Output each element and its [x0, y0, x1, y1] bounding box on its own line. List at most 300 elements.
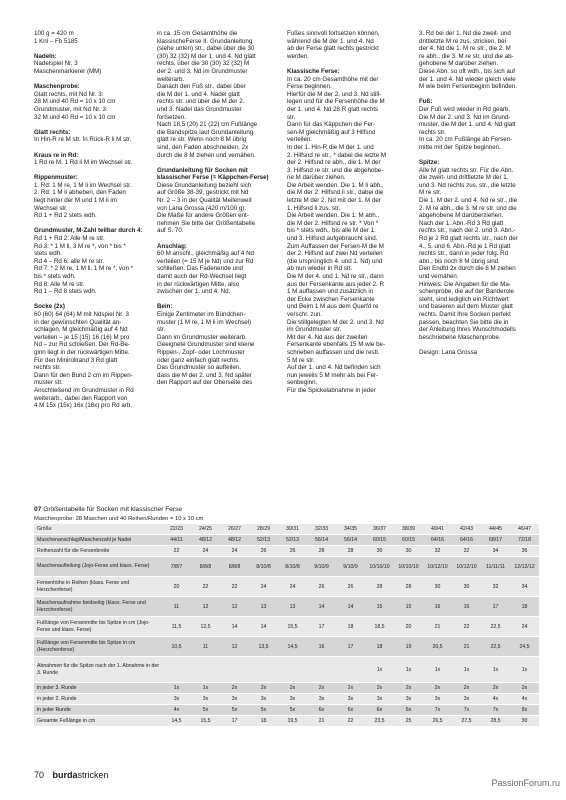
table-cell: 1x	[191, 683, 220, 694]
table-cell: 64/16	[452, 535, 481, 546]
table-cell	[220, 657, 249, 683]
table-cell: 14,5	[162, 716, 191, 727]
table-cell: 1x	[365, 657, 394, 683]
paragraph	[34, 159, 159, 167]
table-cell: 1x	[162, 683, 191, 694]
table-cell: 3x	[394, 694, 423, 705]
text-line: weiterarb.	[157, 75, 185, 83]
text-line: Fußes sinnvoll fortsetzen können,	[287, 30, 380, 37]
text-line: ginn liegt in der rückwärtigen Mitte.	[34, 348, 130, 356]
text-line: schenprobe, die auf der Banderole	[419, 288, 514, 296]
text-line: gehobene M darüber ziehen.	[419, 60, 499, 68]
text-line: Den Endfd 2x durch die 8 M ziehen	[419, 265, 516, 273]
text-line: 32 M und 40 Rd = 10 x 10 cm	[34, 113, 116, 121]
text-line: Hierfür die M der 2. und 3. Nd still-	[287, 90, 382, 98]
text-line: der 4. Nd die 1. M re str., die 2. M	[419, 45, 511, 53]
section-heading: Bein:	[157, 303, 173, 311]
table-cell: 22,5	[481, 617, 510, 637]
paragraph	[287, 76, 412, 395]
table-cell: 18,5	[365, 617, 394, 637]
table-subtitle: Maschenprobe: 28 Maschen und 40 Reihen/Runden = 10 x 10 cm	[34, 516, 204, 522]
table-cell: 72/18	[510, 535, 539, 546]
table-cell: 14	[249, 617, 278, 637]
text-line: letzte M der 2. Nd mit der 1. M der	[287, 197, 381, 205]
table-cell: 1x	[394, 657, 423, 683]
text-line: Rd je 2 Rd glatt rechts str., nach der	[419, 235, 518, 243]
table-cell: 13	[278, 597, 307, 617]
text-line: In ca. 20 cm Gesamthöhe mit der	[287, 75, 379, 83]
table-cell: 24	[191, 546, 220, 557]
table-row	[34, 716, 539, 727]
table-cell: 28	[394, 577, 423, 597]
text-line: (die ursprünglich 4. und 1. Nd) und	[287, 257, 383, 265]
table-cell: 1x	[423, 657, 452, 683]
row-label: Fußlänge von Fersenmitte bis Spitze in cm (Jojo-Ferse und klass. Ferse)	[34, 617, 162, 637]
table-cell: 8/8/8	[191, 557, 220, 577]
text-line: 2. Rd: 1 M li abheben, den Faden	[34, 189, 126, 197]
row-label: Maschenaufteilung (Jojo-Ferse und klass. Ferse)	[34, 557, 162, 577]
table-cell: 10/12/10	[423, 557, 452, 577]
text-line: Wechsel str.	[34, 204, 68, 212]
paragraph	[34, 60, 159, 75]
table-cell: 30	[365, 546, 394, 557]
size-table	[34, 524, 539, 727]
table-cell: 17	[307, 617, 336, 637]
table-cell: 2x	[481, 683, 510, 694]
table-row	[34, 557, 539, 577]
text-line: Die Arbeit wenden. Die 1. M li abh.,	[287, 181, 384, 189]
watermark: PassionForum.ru	[491, 778, 560, 788]
table-cell: 11/11/11	[481, 557, 510, 577]
table-cell: 15,5	[191, 716, 220, 727]
table-cell: 28	[365, 577, 394, 597]
table-row	[34, 683, 539, 694]
paragraph	[157, 250, 282, 296]
table-cell: 22/23	[162, 524, 191, 535]
text-line: drittletzte M re zus. stricken, bei	[419, 37, 506, 45]
table-cell: 28,5	[481, 716, 510, 727]
text-line: aus der Fersenkante aus jeder 2. R	[287, 280, 384, 288]
table-cell: 13	[249, 597, 278, 617]
text-line: zwischen der 1. und 4. Nd.	[157, 288, 231, 296]
text-line: und vernähen.	[419, 273, 459, 280]
table-cell: 20	[162, 577, 191, 597]
text-line: die M der 2. Hilfsnd li str., dabei die	[287, 189, 384, 197]
text-line: klassischeFerse II. Grundanleitung	[157, 37, 253, 45]
text-line: in ca. 15 cm Gesamthöhe die	[157, 30, 238, 37]
table-cell: 21	[452, 637, 481, 657]
table-cell: 32/33	[307, 524, 336, 535]
table-cell: 34/35	[336, 524, 365, 535]
text-line: Dann im Grundmuster weiterarb.	[157, 333, 247, 341]
paragraph	[419, 106, 537, 152]
text-line: werden.	[287, 52, 310, 60]
table-cell: 7x	[481, 705, 510, 716]
section-heading: Fuß:	[419, 98, 433, 106]
page-number: 70	[34, 770, 45, 780]
text-line: und 3. Nd rechts zus. str., die letzte	[419, 181, 516, 189]
table-cell: 3x	[191, 694, 220, 705]
table-cell: 26	[249, 546, 278, 557]
row-label: Größe	[34, 524, 162, 535]
text-line: 28 M und 40 Rd = 10 x 10 cm	[34, 98, 116, 106]
text-line: In ca. 20 cm Fußlänge ab Fersen-	[419, 136, 513, 144]
table-cell: 44/45	[481, 524, 510, 535]
table-cell: 8/10/8	[249, 557, 278, 577]
table-cell: 15	[365, 597, 394, 617]
text-line: der 2. und 3. Nd im Grundmuster	[157, 67, 248, 75]
table-cell: 7/8/7	[162, 557, 191, 577]
table-cell	[307, 657, 336, 683]
text-line: die zweit- und drittletzte M der 1.	[419, 174, 509, 182]
text-line: Nd – zur Rd schließen. Der Rd-Be-	[34, 341, 130, 349]
table-cell: 16	[452, 597, 481, 617]
table-cell: 14	[220, 617, 249, 637]
text-line: bis * stets wdh.	[34, 273, 76, 280]
table-cell: 19,5	[278, 716, 307, 727]
section-heading: Grundanleitung für Socken mit klassischer Ferse (= Käppchen-Ferse)	[157, 166, 269, 182]
text-line: senbeginn.	[287, 379, 318, 387]
table-cell: 26,5	[423, 716, 452, 727]
table-cell: 10,5	[162, 637, 191, 657]
text-line: der 2. Hilfsnd auf zwei Nd verteilen	[287, 250, 383, 258]
table-cell: 48/12	[220, 535, 249, 546]
table-cell: 25	[394, 716, 423, 727]
text-line: verschr. zun.	[287, 310, 323, 318]
text-line: Rd 8: Alle M re str.	[34, 280, 85, 288]
table-cell: 30	[510, 716, 539, 727]
text-line: Grundmuster, mit Nd Nr. 3:	[34, 105, 108, 113]
text-line: fortsetzen.	[157, 113, 186, 121]
text-line: durch die 8 M ziehen und vernähen.	[157, 151, 256, 159]
table-row	[34, 546, 539, 557]
table-cell: 26	[307, 577, 336, 597]
table-cell: 5x	[191, 705, 220, 716]
text-line: 1. Rd: 1 M re, 1 M li im Wechsel str.	[34, 181, 132, 189]
table-cell: 3x	[365, 694, 394, 705]
text-line: der Anleitung Ihres Wunschmodells	[419, 326, 516, 334]
text-line: abn., bis noch 8 M übrig sind.	[419, 257, 500, 265]
table-cell: 60/15	[365, 535, 394, 546]
table-cell: 3x	[249, 694, 278, 705]
table-cell: 26/27	[220, 524, 249, 535]
table-cell: 30	[452, 577, 481, 597]
table-cell: 5x	[249, 705, 278, 716]
text-line: und 3. Hilfsnd aufgebraucht sind.	[287, 235, 378, 243]
text-line: Glatt rechts, mit Nd Nr. 3:	[34, 90, 104, 98]
section-heading: Spitze:	[419, 159, 440, 167]
text-line: die Bandspitze laut Grundanleitung	[157, 128, 254, 136]
table-cell: 7x	[452, 705, 481, 716]
table-row	[34, 694, 539, 705]
text-line: bis * stets wdh., bis alle M der 1.	[287, 227, 376, 235]
table-cell: 36/37	[365, 524, 394, 535]
text-line: rechts, über die 30 (30) 32 (32) M	[157, 60, 250, 68]
table-row	[34, 535, 539, 546]
table-cell: 30	[394, 546, 423, 557]
text-line: 5 M re str.	[287, 356, 315, 364]
text-line: rechts str., dann in jeder folg. Rd	[419, 250, 509, 258]
text-line: schlagen, M gleichmäßig auf 4 Nd	[34, 326, 128, 334]
text-line: str.	[287, 113, 296, 121]
text-line: Rd 7: * 2 M re, 1 M li, 1 M re *, von *	[34, 265, 134, 273]
text-line: während die M der 1. und 4. Nd	[287, 37, 374, 45]
paragraph	[419, 30, 537, 91]
text-line: 60 M anschl., gleichmäßig auf 4 Nd	[157, 250, 254, 258]
table-cell: 30	[423, 577, 452, 597]
text-line: re abh., die 3. M re str. und die ab-	[419, 52, 514, 60]
table-cell: 40/41	[423, 524, 452, 535]
text-line: Auf der 1. und 4. Nd befinden sich	[287, 364, 381, 372]
table-cell: 42/43	[452, 524, 481, 535]
paragraph	[34, 91, 159, 121]
text-line: 1 Rd re M, 1 Rd li M im Wechsel str.	[34, 159, 133, 167]
table-cell: 10/12/10	[452, 557, 481, 577]
table-cell: 48/12	[191, 535, 220, 546]
section-heading: Glatt rechts:	[34, 128, 71, 136]
table-cell: 3x	[423, 694, 452, 705]
table-cell: 24	[278, 577, 307, 597]
text-line: weiterarb., dabei den Rapport von	[34, 394, 128, 402]
text-line: und Beim 1 M aus dem Querfd re	[287, 303, 379, 311]
text-line: liegt hinter der M und 1 M li im	[34, 197, 117, 205]
table-cell: 2x	[452, 683, 481, 694]
text-line: (30) 32 (32) M der 1. und 4. Nd glatt	[157, 52, 256, 60]
table-cell: 68/17	[481, 535, 510, 546]
table-cell: 30/31	[278, 524, 307, 535]
text-line: Rd 1 + Rd 2 stets wdh.	[34, 212, 97, 220]
table-cell: 2x	[220, 683, 249, 694]
table-cell: 28	[307, 546, 336, 557]
text-line: Die M der 4. und 1. Nd re str., dann	[287, 273, 384, 280]
text-line: Hinweis: Die Angaben für die Ma-	[419, 280, 511, 288]
text-line: 4., 5. und 6. Abn.-Rd je 1 Rd glatt	[419, 242, 511, 250]
text-line: Fersenkante ebenfalls 15 M wie be-	[287, 341, 386, 349]
table-cell: 2x	[278, 683, 307, 694]
table-cell: 1x	[510, 657, 539, 683]
table-cell: 10/10/10	[365, 557, 394, 577]
table-cell: 6x	[336, 705, 365, 716]
text-line: In Hin-R re M str. In Rück-R li M str.	[34, 136, 132, 144]
table-cell	[336, 657, 365, 683]
text-line: und basieren auf dem Muster glatt	[419, 303, 513, 311]
text-line: legen und für die Fersenhöhe die M	[287, 98, 385, 106]
table-cell: 4x	[481, 694, 510, 705]
text-line: mitte mit der Spitze beginnen.	[419, 143, 501, 151]
text-line: ne M darüber ziehen.	[287, 174, 346, 182]
text-line: 100 g = 420 m	[34, 30, 74, 37]
text-line: rechts str. und über die M der 2.	[157, 98, 245, 106]
text-line: die M der 1. und 4. Nadel glatt	[157, 90, 240, 98]
row-label: Gesamte Fußlänge in cm	[34, 716, 162, 727]
table-cell: 3x	[336, 694, 365, 705]
text-line: Rd 1 + Rd 2: Alle M re str.	[34, 235, 105, 243]
row-label: Fußlänge von Fersenmitte bis Spitze in cm (Herzchenferse)	[34, 637, 162, 657]
table-cell: 38/39	[394, 524, 423, 535]
table-cell: 4x	[162, 705, 191, 716]
text-column-1	[34, 30, 159, 417]
text-line: Diese Abn. so oft wdh., bis sich auf	[419, 67, 515, 75]
row-label: Fersenhöhe in Reihen (klass. Ferse und Herzchenferse)	[34, 577, 162, 597]
table-cell: 12	[220, 637, 249, 657]
row-label: Maschenaufnahme beidseitig (klass. Ferse und Herzchenferse)	[34, 597, 162, 617]
table-cell: 32	[481, 577, 510, 597]
table-cell: 17	[481, 597, 510, 617]
table-cell: 11,5	[162, 617, 191, 637]
table-row	[34, 597, 539, 617]
text-line: stets wdh.	[34, 250, 62, 258]
table-cell: 2x	[394, 683, 423, 694]
table-cell: 15,5	[278, 617, 307, 637]
table-cell: 52/13	[278, 535, 307, 546]
text-line: Anschließend im Grundmuster in Rd	[34, 386, 134, 394]
table-cell: 15	[394, 597, 423, 617]
paragraph	[34, 30, 159, 45]
text-line: nun jeweils 5 M mehr als bei Fer-	[287, 371, 379, 379]
table-cell: 36	[510, 546, 539, 557]
text-line: Für den Minirollrand 3 Rd glatt	[34, 356, 118, 364]
table-cell: 32	[423, 546, 452, 557]
table-row	[34, 577, 539, 597]
table-cell	[249, 657, 278, 683]
table-cell: 34	[481, 546, 510, 557]
text-line: 3. Hilfsnd re str. und die abgehobe-	[287, 166, 384, 174]
text-line: rechts str.	[34, 364, 61, 372]
table-cell: 12,5	[191, 617, 220, 637]
table-cell: 13,5	[249, 637, 278, 657]
table-cell: 6x	[307, 705, 336, 716]
text-line: Nach 18,5 (20) 21 (22) cm Fußlänge	[157, 121, 258, 129]
table-cell: 18	[510, 597, 539, 617]
table-cell: 27,5	[452, 716, 481, 727]
section-heading: Grundmuster, M-Zahl teilbar durch 4:	[34, 227, 143, 235]
text-line: 2. M re abh., die 3. M re str. und die	[419, 204, 517, 212]
table-row	[34, 657, 539, 683]
table-cell: 24/25	[191, 524, 220, 535]
text-line: nehmen Sie bitte der Größentabelle	[157, 219, 256, 227]
text-line: Rd 3: * 1 M li, 3 M re *, von * bis *	[34, 242, 126, 250]
row-label: Reihenzahl für die Fersenbreite	[34, 546, 162, 557]
text-line: sind, den Faden abschneiden, 2x	[157, 143, 249, 151]
text-line: ab der Ferse glatt rechts gestrickt	[287, 45, 379, 53]
table-cell	[278, 657, 307, 683]
paragraph	[34, 235, 159, 296]
table-cell: 24,5	[510, 637, 539, 657]
section-heading: Rippenmuster:	[34, 174, 78, 182]
table-cell: 1x	[452, 657, 481, 683]
text-line: schließen. Das Fadenende und	[157, 265, 243, 273]
text-line: oder ganz einfach glatt rechts.	[157, 356, 240, 364]
table-cell: 17	[220, 716, 249, 727]
text-line: Die Arbeit wenden. Die 1. M abh.,	[287, 212, 380, 220]
text-line: (siehe unten) str., dabei über die 30	[157, 45, 255, 53]
table-cell: 11	[191, 637, 220, 657]
table-cell: 2x	[249, 683, 278, 694]
table-cell: 3x	[307, 694, 336, 705]
text-line: Dann für den Bund 2 cm im Rippen-	[34, 371, 133, 379]
table-cell: 3x	[278, 694, 307, 705]
table-cell: 19	[394, 637, 423, 657]
paragraph	[287, 30, 412, 60]
table-cell: 2x	[336, 683, 365, 694]
text-line: Diese Grundanleitung bezieht sich	[157, 181, 252, 189]
text-line: muster, die M der 1. und 4. Nd glatt	[419, 121, 516, 129]
table-cell: 2x	[365, 683, 394, 694]
text-line: 1 Knl – Fb 5185	[34, 37, 78, 45]
table-cell: 18	[249, 716, 278, 727]
table-cell: 44/11	[162, 535, 191, 546]
table-cell: 4x	[510, 694, 539, 705]
text-line: auf S. 70.	[157, 227, 184, 235]
text-line: Design: Lana Grossa	[419, 348, 478, 356]
text-line: verteilen.	[287, 136, 313, 144]
text-line: Die Maße für andere Größen ent-	[157, 212, 249, 220]
text-line: in der gewünschten Qualität an-	[34, 318, 122, 326]
table-cell: 64/16	[423, 535, 452, 546]
paragraph	[34, 136, 159, 144]
section-heading: Socke (2x)	[34, 303, 65, 311]
table-cell: 23,5	[365, 716, 394, 727]
text-line: im Grundmuster str.	[287, 326, 342, 334]
table-row	[34, 617, 539, 637]
table-cell: 60/15	[394, 535, 423, 546]
table-cell: 24	[220, 546, 249, 557]
text-line: von Lana Grossa (420 m/100 g).	[157, 204, 247, 212]
section-heading: Klassische Ferse:	[287, 67, 340, 75]
text-line: Nr. 2 – 3 in der Qualität Meilenweit	[157, 197, 252, 205]
text-line: verteilen (= 15 M je Nd) und zur Rd	[157, 257, 254, 265]
section-heading: Maschenprobe:	[34, 83, 80, 91]
text-line: Nach der 1. Abn.-Rd 3 Rd glatt	[419, 219, 504, 227]
table-title-text: Größentabelle für Socken mit klassischer Ferse	[43, 506, 183, 513]
text-column-4	[419, 30, 537, 364]
text-line: 1 M auffassen und zusätzlich in	[287, 288, 374, 296]
row-label: in jeder Runde	[34, 705, 162, 716]
table-cell: 12/12/12	[510, 557, 539, 577]
table-cell: 7x	[423, 705, 452, 716]
table-cell: 22	[452, 617, 481, 637]
table-cell: 34	[510, 577, 539, 597]
table-cell: 16	[423, 597, 452, 617]
row-label: Maschenanschlag/Maschenzahl je Nadel	[34, 535, 162, 546]
text-line: glatt re str. Wenn noch 8 M übrig	[157, 136, 247, 144]
text-line: Rd 4 – Rd 6: alle M re str.	[34, 257, 105, 265]
paragraph	[157, 311, 282, 387]
text-line: Für die Spickelabnahme in jeder	[287, 386, 376, 394]
table-cell: 20,5	[423, 637, 452, 657]
table-cell: 14	[307, 597, 336, 617]
table-cell: 2x	[307, 683, 336, 694]
table-cell: 17	[336, 637, 365, 657]
text-line: verteilen – je 15 (15) 16 (16) M pro	[34, 333, 130, 341]
text-line: 60 (60) 64 (64) M mit Ndspiel Nr. 3	[34, 310, 129, 318]
table-cell: 20	[394, 617, 423, 637]
table-number: 07	[34, 506, 42, 513]
section-heading: Anschlag:	[157, 242, 187, 250]
table-cell: 22	[162, 546, 191, 557]
brand-bold: burda	[52, 770, 78, 780]
table-cell: 21	[423, 617, 452, 637]
text-line: der 2. Hilfsnd re abh., die 1. M der	[287, 159, 381, 167]
table-cell: 26	[278, 546, 307, 557]
text-line: und 3. Nadel das Grundmuster	[157, 105, 242, 113]
table-cell: 2x	[510, 683, 539, 694]
table-row	[34, 524, 539, 535]
table-cell: 22	[220, 577, 249, 597]
paragraph	[157, 30, 282, 159]
table-cell: 1x	[481, 657, 510, 683]
table-cell: 3x	[220, 694, 249, 705]
